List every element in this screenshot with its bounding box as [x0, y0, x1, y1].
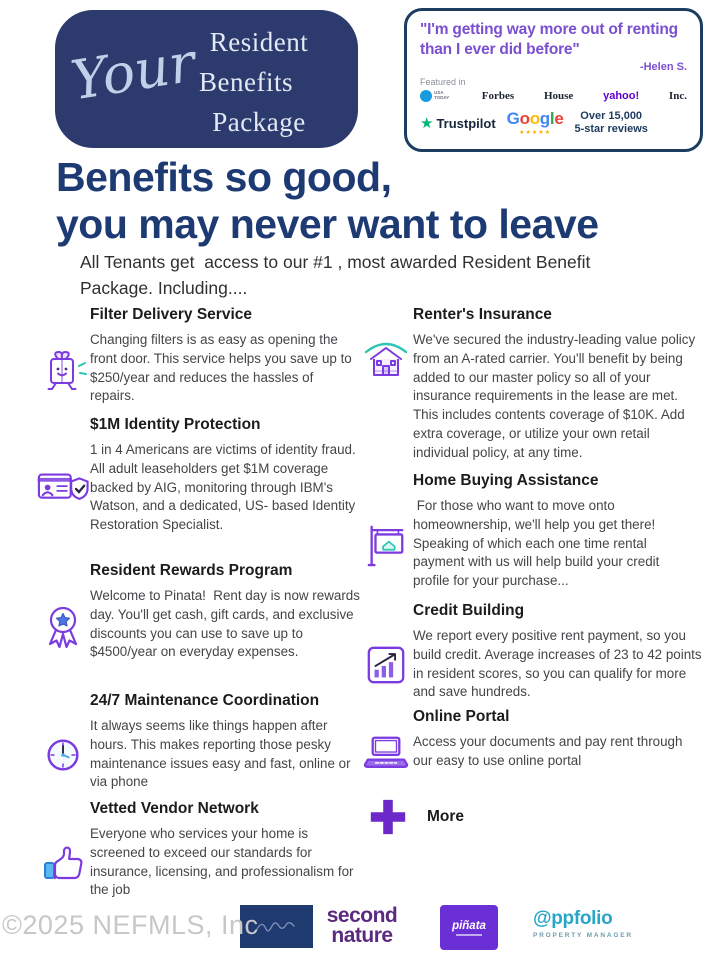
appfolio-logo — [533, 908, 633, 939]
benefit-credit-building — [358, 602, 706, 702]
google-logo-text: Google — [506, 109, 564, 129]
brand-title-line2: Benefits — [199, 66, 293, 97]
brand-title-line1: Resident — [209, 27, 309, 57]
page-subtitle: All Tenants get access to our #1 , most awarded Resident Benefit Package. Including.... — [80, 252, 596, 299]
appfolio-logo-subtitle: PROPERTY MANAGER — [533, 932, 633, 939]
trustpilot-star-icon: ★ — [420, 114, 434, 132]
second-nature-line2: nature — [331, 923, 393, 947]
google-stars-icon: ★★★★★ — [519, 130, 552, 137]
page-title — [56, 154, 599, 248]
pinata-logo-tagline — [456, 934, 482, 936]
yahoo-logo: yahoo! — [603, 89, 640, 102]
review-row — [420, 110, 687, 138]
testimonial-quote: "I'm getting way more out of renting than I ever did before" — [420, 21, 678, 58]
featured-in-label: Featured in — [420, 76, 466, 87]
benefit-title: Resident Rewards Program — [90, 562, 293, 579]
award-ribbon-star-icon — [35, 601, 90, 649]
google-logo — [507, 110, 564, 136]
benefit-title: 24/7 Maintenance Coordination — [90, 692, 320, 709]
benefit-renters-insurance — [358, 306, 698, 462]
clock-icon — [35, 734, 90, 776]
testimonial-attribution: -Helen S. — [639, 60, 687, 73]
reviews-count — [574, 110, 647, 138]
navy-logo-script-icon — [252, 917, 302, 937]
benefit-body: Changing filters is as easy as opening the front door. This service helps you save up to $250/year and reduces the hassles of repairs. — [90, 332, 356, 404]
benefit-body: Access your documents and pay rent through our easy to use online portal — [413, 734, 687, 768]
plus-icon — [360, 796, 415, 838]
second-nature-line1: second — [326, 904, 398, 927]
reviews-line2: 5-star reviews — [574, 123, 648, 136]
trustpilot-logo-text: Trustpilot — [436, 115, 496, 131]
benefit-body: 1 in 4 Americans are victims of identity fraud. All adult leaseholders get $1M coverage backed by AIG, monitoring through IBM's Watson, and a dedicated, US- based Identity Restoration Specialist. — [90, 442, 359, 533]
benefit-title: Online Portal — [413, 708, 510, 725]
benefit-more — [360, 796, 464, 838]
benefit-identity-protection — [35, 416, 364, 535]
forbes-logo: Forbes — [481, 89, 515, 102]
benefit-body: Everyone who services your home is screened to exceed our standards for insurance, licensing, and professionalism for the job — [90, 826, 358, 898]
page-title-line2: you may never want to leave — [56, 201, 599, 248]
thumbs-up-icon — [35, 841, 90, 885]
benefit-title: Vetted Vendor Network — [90, 800, 259, 817]
inc-logo: Inc. — [668, 89, 687, 102]
benefit-online-portal — [358, 708, 687, 771]
benefit-vendor-network — [35, 800, 357, 900]
benefit-maintenance — [35, 692, 368, 792]
for-sale-sign-icon — [358, 520, 413, 568]
id-card-shield-icon — [35, 467, 90, 509]
benefit-title: $1M Identity Protection — [90, 416, 261, 433]
benefit-home-buying — [358, 472, 695, 591]
filter-delivery-box-character-icon — [35, 345, 90, 393]
benefit-title: Renter's Insurance — [413, 306, 552, 323]
benefit-title: Home Buying Assistance — [413, 472, 599, 489]
page-title-line1: Benefits so good, — [56, 154, 392, 200]
usa-today-logo-text: USA TODAY — [434, 89, 450, 100]
pinata-logo — [440, 905, 498, 950]
benefit-body: We report every positive rent payment, so you build credit. Average increases of 23 to 42 points in resident scores, so you can qualify for more and save hundreds. — [413, 628, 706, 700]
insured-house-icon — [358, 331, 413, 383]
brand-title-line3: Package — [212, 106, 306, 137]
brand-title — [173, 23, 345, 143]
second-nature-logo — [316, 906, 408, 946]
more-label: More — [427, 808, 465, 825]
usa-today-logo — [420, 90, 452, 102]
laptop-icon — [358, 733, 413, 771]
brand-script-word: Your — [66, 30, 200, 113]
house-logo: House — [543, 89, 574, 102]
testimonial-box — [404, 8, 703, 152]
benefit-title: Filter Delivery Service — [90, 306, 252, 323]
trustpilot-logo — [420, 116, 496, 131]
benefit-body: We've secured the industry-leading value policy from an A-rated carrier. You'll benefit by being added to our master policy so all of your insurance requirements in the lease are met. This includes contents coverage of $10K. Add extra coverage, or utilize your own retail individual policy, at any time. — [413, 332, 699, 460]
pinata-logo-text: piñata — [452, 919, 486, 932]
reviews-line1: Over 15,000 — [580, 109, 643, 122]
appfolio-logo-text: @ppfolio — [533, 908, 613, 929]
growth-chart-icon — [358, 644, 413, 686]
benefit-resident-rewards — [35, 562, 364, 662]
benefit-body: It always seems like things happen after hours. This makes reporting those pesky maintenance issues easy and fast, online or via phone — [90, 718, 355, 790]
benefit-title: Credit Building — [413, 602, 525, 619]
featured-logos-row — [420, 90, 687, 102]
copyright-watermark: ©2025 NEFMLS, Inc — [2, 910, 259, 940]
benefit-body: Welcome to Pinata! Rent day is now rewards day. You'll get cash, gift cards, and exclusive discounts you can use to save up to $4500/year on everyday expenses. — [90, 588, 364, 660]
usa-today-circle-icon — [420, 90, 432, 102]
benefit-filter-delivery — [35, 306, 357, 406]
benefit-body: For those who want to move onto homeownership, we'll help you get there! Speaking of which each one time rental payment with us will help build your credit profile for your purchase... — [413, 498, 664, 589]
brand-box — [55, 10, 358, 148]
